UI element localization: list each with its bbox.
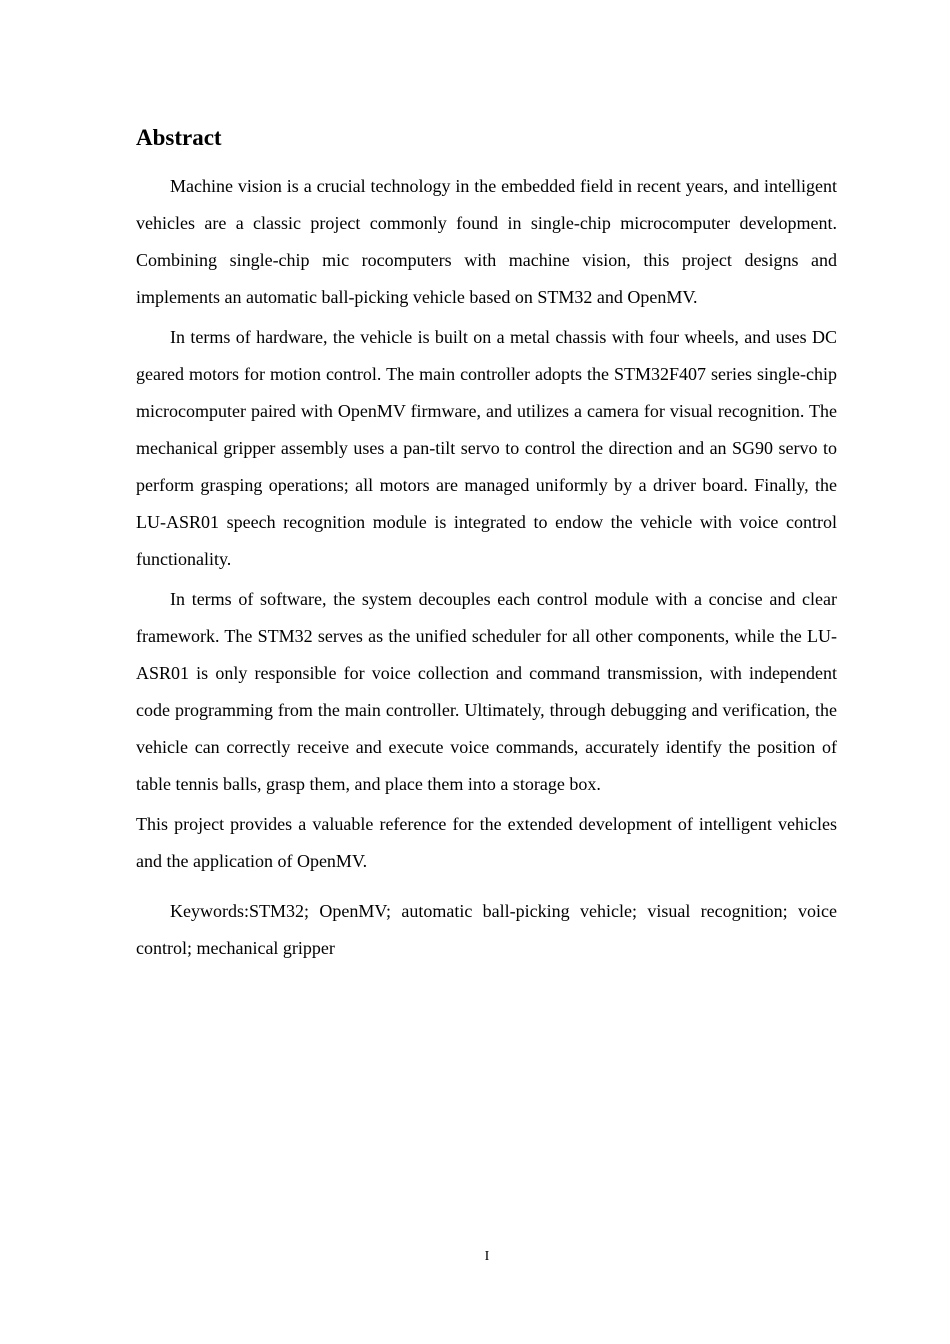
page-number: I xyxy=(484,1249,490,1264)
abstract-paragraph-conclusion: This project provides a valuable reference for the extended development of intelligent vehicles and the application of OpenMV. xyxy=(136,814,837,871)
keywords-line: Keywords:STM32; OpenMV; automatic ball-picking vehicle; visual recognition; voice control; mechanical gripper xyxy=(136,901,837,958)
abstract-paragraph-intro: Machine vision is a crucial technology in the embedded field in recent years, and intelligent vehicles are a classic project commonly found in single-chip microcomputer development. Combining single-chip mic rocomputers with machine vision, this project designs and implements an automatic ball-picking vehicle based on STM32 and OpenMV. xyxy=(136,176,837,307)
abstract-paragraph-software: In terms of software, the system decouples each control module with a concise and clear framework. The STM32 serves as the unified scheduler for all other components, while the LU-ASR01 is only responsible for voice collection and command transmission, with independent code programming from the main controller. Ultimately, through debugging and verification, the vehicle can correctly receive and execute voice commands, accurately identify the position of table tennis balls, grasp them, and place them into a storage box. xyxy=(136,589,837,794)
abstract-section xyxy=(136,122,837,967)
abstract-heading: Abstract xyxy=(136,125,222,150)
abstract-paragraph-hardware: In terms of hardware, the vehicle is built on a metal chassis with four wheels, and uses DC geared motors for motion control. The main controller adopts the STM32F407 series single-chip microcomputer paired with OpenMV firmware, and utilizes a camera for visual recognition. The mechanical gripper assembly uses a pan-tilt servo to control the direction and an SG90 servo to perform grasping operations; all motors are managed uniformly by a driver board. Finally, the LU-ASR01 speech recognition module is integrated to endow the vehicle with voice control functionality. xyxy=(136,327,837,569)
